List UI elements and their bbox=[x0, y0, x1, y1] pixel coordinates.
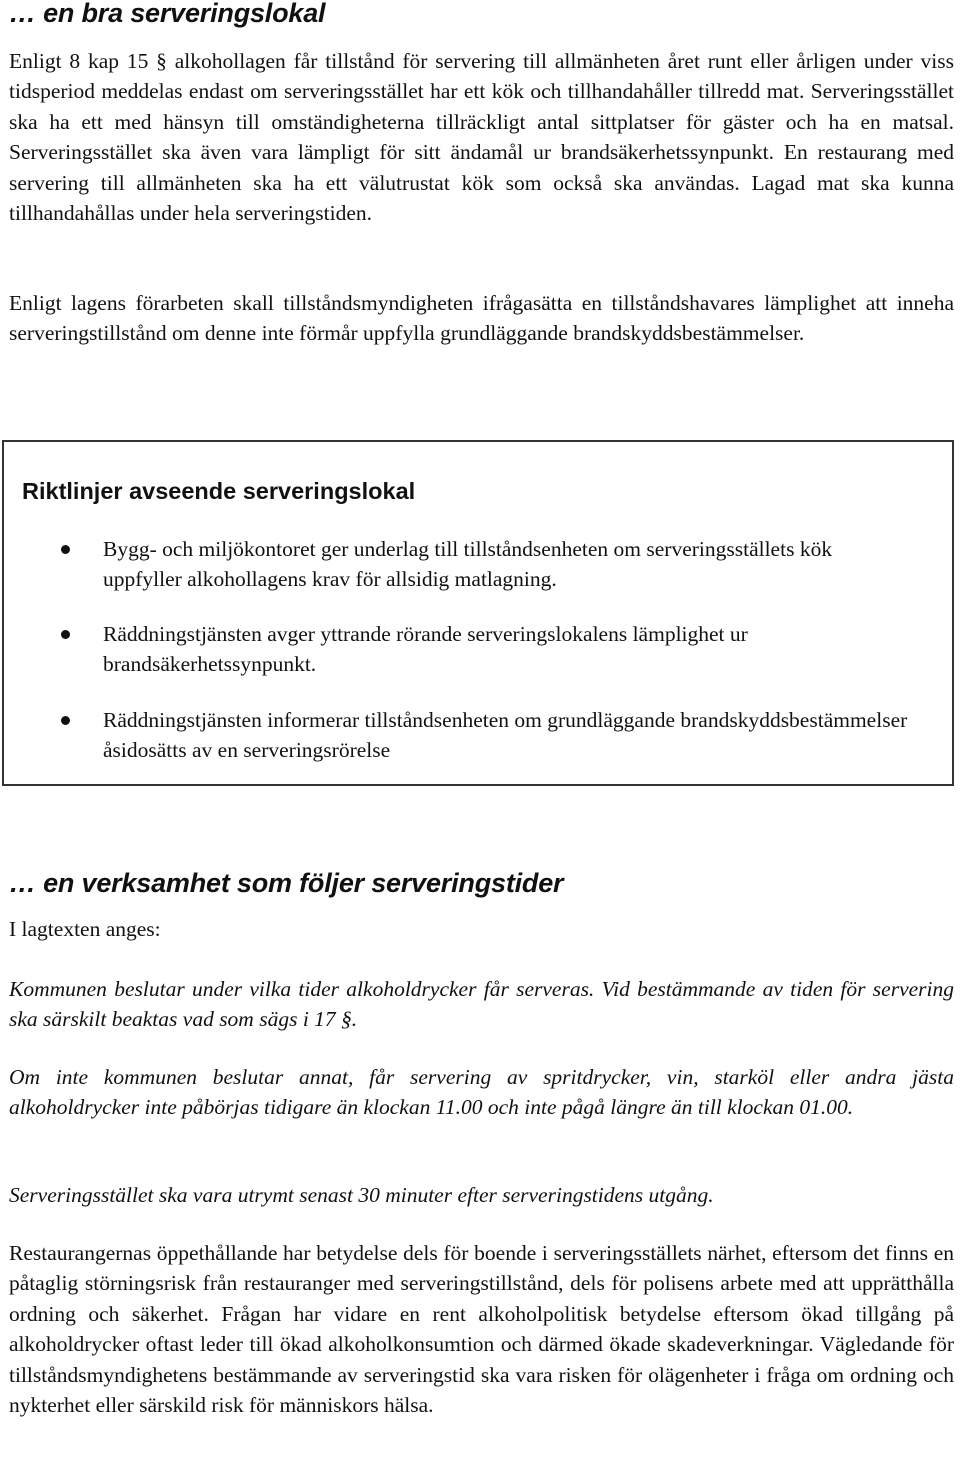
bullet-icon bbox=[61, 630, 70, 639]
bullet-icon bbox=[61, 545, 70, 554]
paragraph-oppethallande: Restaurangernas öppethållande har betydelse dels för boende i serveringsställets närhet, eftersom det finns en påtaglig störningsrisk från restauranger med serveringstillstånd, dels för polisens arbete med att upprätthålla ordning och säkerhet. Frågan har vidare en rent alkoholpolitisk betydelse eftersom ökad tillgång på alkoholdrycker oftast leder till ökad alkoholkonsumtion och därmed ökade skadeverkningar. Vägledande för tillståndsmyndighetens bestämmande av serveringstid ska vara risken för olägenheter i fråga om ordning och nykterhet eller särskild risk för människors hälsa. bbox=[9, 1241, 954, 1418]
paragraph-alkohollagen: Enligt 8 kap 15 § alkohollagen får tillstånd för servering till allmänheten året runt eller årligen under viss tidsperiod meddelas endast om serveringsstället har ett kök och tillhandahåller tillredd mat. Serveringsstället ska ha ett med hänsyn till omständigheterna tillräckligt antal sittplatser för gäster och ha en matsal. Serveringsstället ska även vara lämpligt för sitt ändamål ur brandsäkerhetssynpunkt. En restaurang med servering till allmänheten ska ha ett välutrustat kök som också ska användas. Lagad mat ska kunna tillhandahållas under hela serveringstiden. bbox=[9, 49, 954, 226]
guideline-text: Räddningstjänsten informerar tillståndsenheten om grundläggande brandskyddsbestämmelser åsidosätts av en serveringsrörelse bbox=[103, 708, 908, 763]
quote-utrymt: Serveringsstället ska vara utrymt senast 30 minuter efter serveringstidens utgång. bbox=[9, 1183, 714, 1207]
guideline-text: Bygg- och miljökontoret ger underlag till tillståndsenheten om serveringsställets kök uppfyller alkohollagens krav för allsidig matlagning. bbox=[103, 537, 833, 592]
quote-serveringstider: Om inte kommunen beslutar annat, får servering av spritdrycker, vin, starköl eller andra jästa alkoholdrycker inte påbörjas tidigare än klockan 11.00 och inte pågå längre än till klockan 01.00. bbox=[9, 1065, 954, 1120]
paragraph-forarbeten: Enligt lagens förarbeten skall tillståndsmyndigheten ifrågasätta en tillståndshavares lämplighet att inneha serveringstillstånd om denne inte förmår uppfylla grundläggande brandskyddsbestämmelser. bbox=[9, 291, 954, 346]
section-heading-serveringstider: … en verksamhet som följer serveringstider bbox=[9, 868, 564, 898]
bullet-icon bbox=[61, 716, 70, 725]
paragraph-intro: I lagtexten anges: bbox=[9, 917, 161, 941]
guideline-text: Räddningstjänsten avger yttrande rörande serveringslokalens lämplighet ur brandsäkerhetssynpunkt. bbox=[103, 622, 748, 677]
guidelines-box bbox=[2, 440, 954, 786]
quote-kommunen-beslutar: Kommunen beslutar under vilka tider alkoholdrycker får serveras. Vid bestämmande av tiden för servering ska särskilt beaktas vad som sägs i 17 §. bbox=[9, 977, 954, 1032]
guidelines-title: Riktlinjer avseende serveringslokal bbox=[22, 478, 416, 504]
section-heading-serveringslokal: … en bra serveringslokal bbox=[9, 0, 326, 28]
